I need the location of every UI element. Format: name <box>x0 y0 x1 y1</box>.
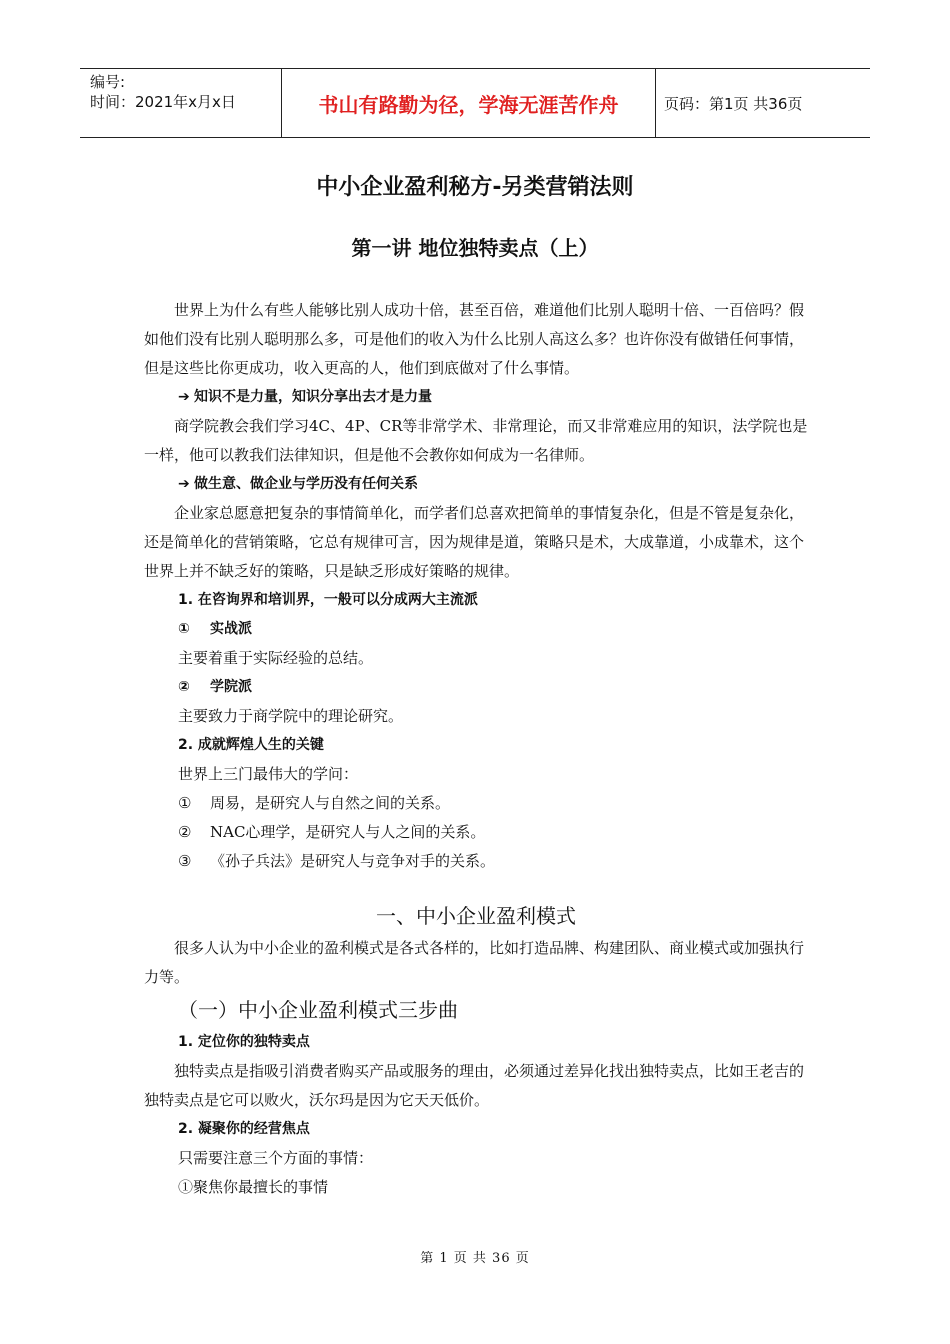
circled-number: ③ <box>178 852 192 870</box>
paragraph: 世界上三门最伟大的学问： <box>178 765 359 783</box>
list-item-text: NAC心理学，是研究人与人之间的关系。 <box>210 823 486 841</box>
arrow-right-icon: ➔ <box>178 476 190 492</box>
numbered-heading: 1. 定位你的独特卖点 <box>178 1034 310 1050</box>
time-label: 时间：2021年x月x日 <box>90 93 236 111</box>
header-page-info: 页码：第1页 共36页 <box>664 94 803 113</box>
numbered-heading: 2. 成就辉煌人生的关键 <box>178 737 324 753</box>
arrow-point-text: 知识不是力量，知识分享出去才是力量 <box>194 389 432 405</box>
paragraph: 独特卖点是指吸引消费者购买产品或服务的理由，必须通过差异化找出独特卖点，比如王老吉的独特卖点是它可以败火，沃尔玛是因为它天天低价。 <box>144 1062 805 1109</box>
header-table <box>80 68 870 138</box>
paragraph: 主要致力于商学院中的理论研究。 <box>178 707 404 725</box>
paragraph: 只需要注意三个方面的事情： <box>178 1149 374 1167</box>
arrow-point <box>178 383 808 412</box>
page-footer: 第 1 页 共 36 页 <box>420 1251 530 1266</box>
circled-heading <box>178 615 808 644</box>
arrow-point <box>178 470 808 499</box>
list-item <box>178 847 808 876</box>
list-item-text: 周易，是研究人与自然之间的关系。 <box>210 794 451 812</box>
paragraph: 世界上为什么有些人能够比别人成功十倍，甚至百倍，难道他们比别人聪明十倍、一百倍吗？假如他们没有比别人聪明那么多，可是他们的收入为什么比别人高这么多？也许你没有做错任何事情，但是这些比你更成功，收入更高的人，他们到底做对了什么事情。 <box>144 301 805 377</box>
arrow-point-text: 做生意、做企业与学历没有任何关系 <box>194 476 418 492</box>
circled-number: ① <box>178 621 190 637</box>
circled-number: ① <box>178 794 192 812</box>
list-item-text: 《孙子兵法》是研究人与竞争对手的关系。 <box>210 852 496 870</box>
header-motto: 书山有路勤为径，学海无涯苦作舟 <box>282 69 656 137</box>
subsection-heading: （一）中小企业盈利模式三步曲 <box>178 998 458 1022</box>
section-heading: 一、中小企业盈利模式 <box>376 904 576 928</box>
numbered-heading: 2. 凝聚你的经营焦点 <box>178 1121 310 1137</box>
paragraph: 企业家总愿意把复杂的事情简单化，而学者们总喜欢把简单的事情复杂化，但是不管是复杂化，还是简单化的营销策略，它总有规律可言，因为规律是道，策略只是术，大成靠道，小成靠术，这个世界上并不缺乏好的策略，只是缺乏形成好策略的规律。 <box>144 504 805 580</box>
serial-label: 编号: <box>90 73 126 91</box>
document-title: 中小企业盈利秘方-另类营销法则 <box>316 175 634 200</box>
lecture-title: 第一讲 地位独特卖点（上） <box>351 236 599 260</box>
list-item <box>178 818 808 847</box>
header-meta <box>80 69 282 137</box>
numbered-heading: 1. 在咨询界和培训界，一般可以分成两大主流派 <box>178 592 478 608</box>
arrow-right-icon: ➔ <box>178 389 190 405</box>
circled-heading <box>178 673 808 702</box>
document-body <box>144 296 808 1202</box>
circled-number: ② <box>178 823 192 841</box>
circled-heading-text: 学院派 <box>210 679 252 695</box>
circled-number: ② <box>178 679 190 695</box>
paragraph: 商学院教会我们学习4C、4P、CR等非常学术、非常理论，而又非常难应用的知识，法学院也是一样，他可以教我们法律知识，但是他不会教你如何成为一名律师。 <box>144 417 808 464</box>
list-item <box>178 789 808 818</box>
paragraph: 很多人认为中小企业的盈利模式是各式各样的，比如打造品牌、构建团队、商业模式或加强执行力等。 <box>144 939 805 986</box>
paragraph: 主要着重于实际经验的总结。 <box>178 649 374 667</box>
circled-heading-text: 实战派 <box>210 621 252 637</box>
paragraph: ①聚焦你最擅长的事情 <box>178 1178 329 1196</box>
